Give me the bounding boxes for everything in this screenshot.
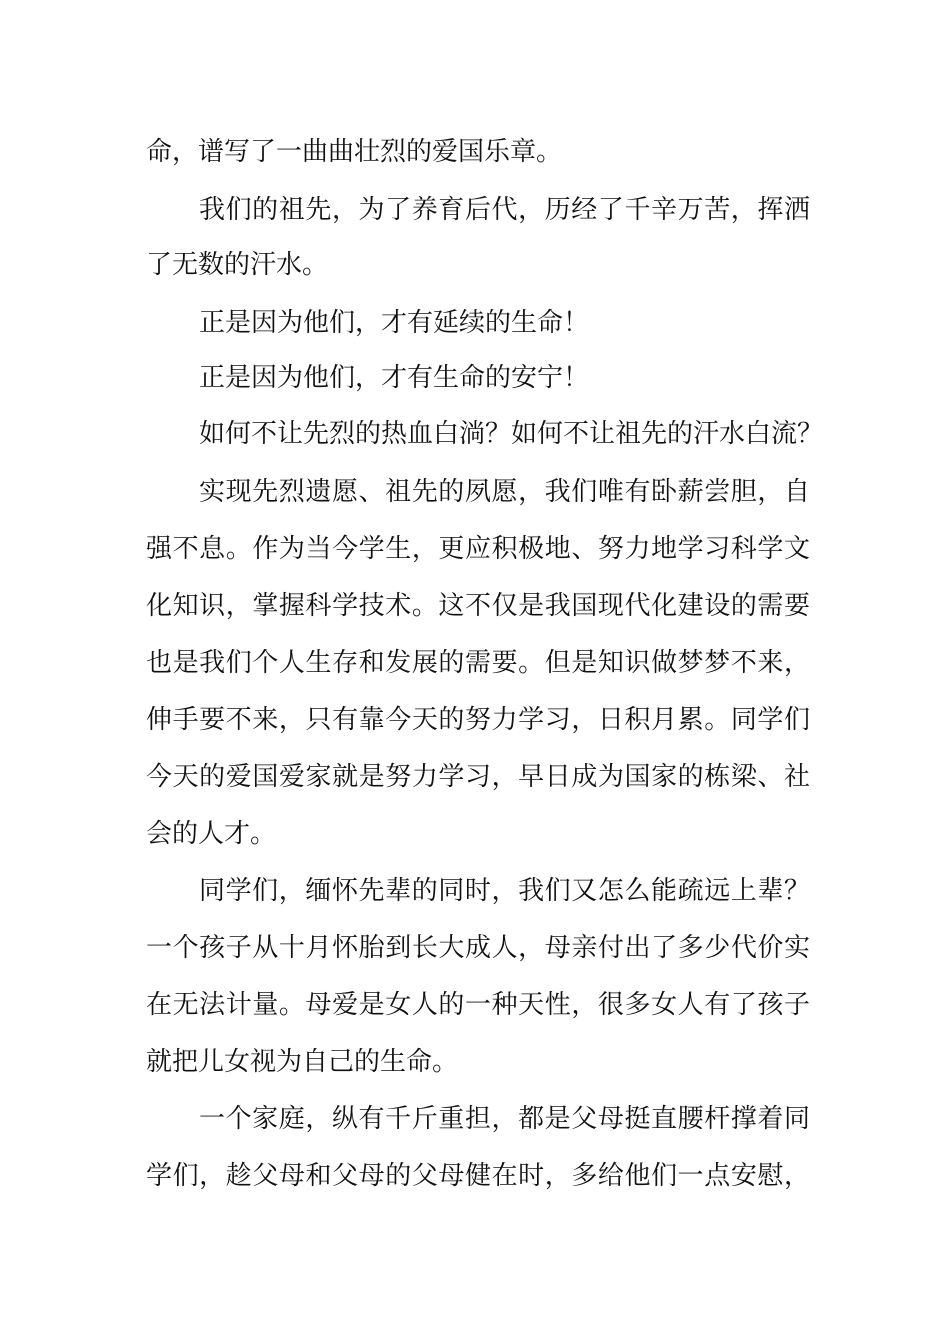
text-line: 实现先烈遗愿、祖先的夙愿，我们唯有卧薪尝胆，自 <box>199 477 810 507</box>
text-line: 一个家庭，纵有千斤重担，都是父母挺直腰杆撑着同 <box>199 1104 810 1134</box>
text-line: 如何不让先烈的热血白淌？如何不让祖先的汗水白流？ <box>199 419 824 449</box>
text-line: 会的人才。 <box>146 819 277 849</box>
text-line: 同学们，缅怀先辈的同时，我们又怎么能疏远上辈？ <box>199 876 810 906</box>
text-line: 我们的祖先，为了养育后代，历经了千辛万苦，挥洒 <box>199 195 810 225</box>
text-line: 正是因为他们，才有延续的生命！ <box>199 308 590 338</box>
text-line: 化知识，掌握科学技术。这不仅是我国现代化建设的需要 <box>146 591 810 621</box>
text-line: 了无数的汗水。 <box>146 250 329 280</box>
text-line: 在无法计量。母爱是女人的一种天性，很多女人有了孩子 <box>146 990 810 1020</box>
text-line: 今天的爱国爱家就是努力学习，早日成为国家的栋梁、社 <box>146 762 810 792</box>
text-line: 学们，趁父母和父母的父母健在时，多给他们一点安慰， <box>146 1161 810 1191</box>
text-line: 伸手要不来，只有靠今天的努力学习，日积月累。同学们 <box>146 705 810 735</box>
text-line: 正是因为他们，才有生命的安宁！ <box>199 363 590 393</box>
text-line: 就把儿女视为自己的生命。 <box>146 1047 459 1077</box>
text-line: 也是我们个人生存和发展的需要。但是知识做梦梦不来， <box>146 648 810 678</box>
text-line: 命，谱写了一曲曲壮烈的爱国乐章。 <box>146 137 563 167</box>
text-line: 一个孩子从十月怀胎到长大成人，母亲付出了多少代价实 <box>146 933 810 963</box>
text-line: 强不息。作为当今学生，更应积极地、努力地学习科学文 <box>146 534 810 564</box>
